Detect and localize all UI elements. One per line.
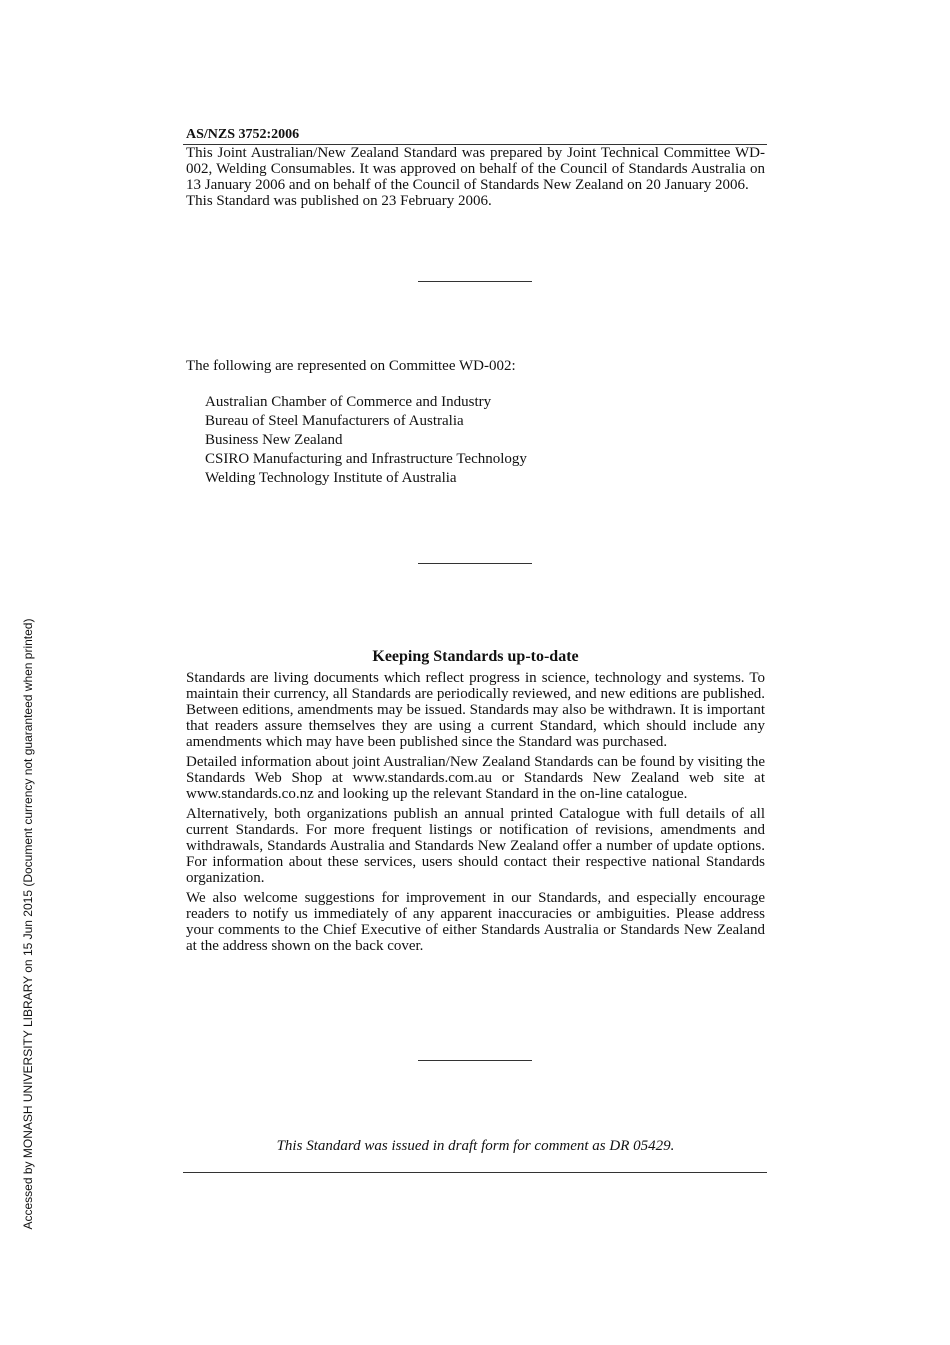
access-watermark-text: Accessed by MONASH UNIVERSITY LIBRARY on 15 Jun 2015 (Document currency not guaranteed when printed) <box>21 618 35 1230</box>
publication-date-text: This Standard was published on 23 February 2006. <box>186 193 492 209</box>
section-divider <box>418 563 532 564</box>
committee-intro: The following are represented on Committee WD-002: <box>186 358 516 374</box>
committee-member: CSIRO Manufacturing and Infrastructure Technology <box>205 451 527 467</box>
keeping-up-to-date-body <box>186 670 765 958</box>
draft-note: This Standard was issued in draft form for comment as DR 05429. <box>276 1138 675 1154</box>
committee-member: Bureau of Steel Manufacturers of Australia <box>205 413 464 429</box>
keeping-paragraph: We also welcome suggestions for improvement in our Standards, and especially encourage readers to notify us immediately of any apparent inaccuracies or ambiguities. Please address your comments to the Chief Executive of either Standards Australia or Standards New Zealand at the address shown on the back cover. <box>186 890 765 954</box>
keeping-paragraph: Alternatively, both organizations publish an annual printed Catalogue with full details of all current Standards. For more frequent listings or notification of revisions, amendments and withdrawals, Standards Australia and Standards New Zealand offer a number of update options. For information about these services, users should contact their respective national Standards organization. <box>186 806 765 886</box>
keeping-up-to-date-heading: Keeping Standards up-to-date <box>372 648 579 665</box>
keeping-paragraph: Standards are living documents which reflect progress in science, technology and systems. To maintain their currency, all Standards are periodically reviewed, and new editions are published. Between editions, amendments may be issued. Standards may also be withdrawn. It is important that readers assure themselves they are using a current Standard, which should include any amendments which may have been published since the Standard was purchased. <box>186 670 765 750</box>
keeping-paragraph: Detailed information about joint Australian/New Zealand Standards can be found by visiting the Standards Web Shop at www.standards.com.au or Standards New Zealand web site at www.standards.co.nz and looking up the relevant Standard in the on-line catalogue. <box>186 754 765 802</box>
committee-member: Business New Zealand <box>205 432 343 448</box>
committee-member: Welding Technology Institute of Australia <box>205 470 457 486</box>
footer-rule <box>183 1172 767 1173</box>
committee-member-list <box>205 393 527 488</box>
standard-code: AS/NZS 3752:2006 <box>186 127 300 142</box>
preparation-section <box>186 145 765 209</box>
committee-member: Australian Chamber of Commerce and Industry <box>205 394 492 410</box>
section-divider <box>418 1060 532 1061</box>
preparation-paragraph: This Joint Australian/New Zealand Standard was prepared by Joint Technical Committee WD-002, Welding Consumables. It was approved on behalf of the Council of Standards Australia on 13 January 2006 and on behalf of the Council of Standards New Zealand on 20 January 2006. <box>186 145 765 193</box>
section-divider <box>418 281 532 282</box>
